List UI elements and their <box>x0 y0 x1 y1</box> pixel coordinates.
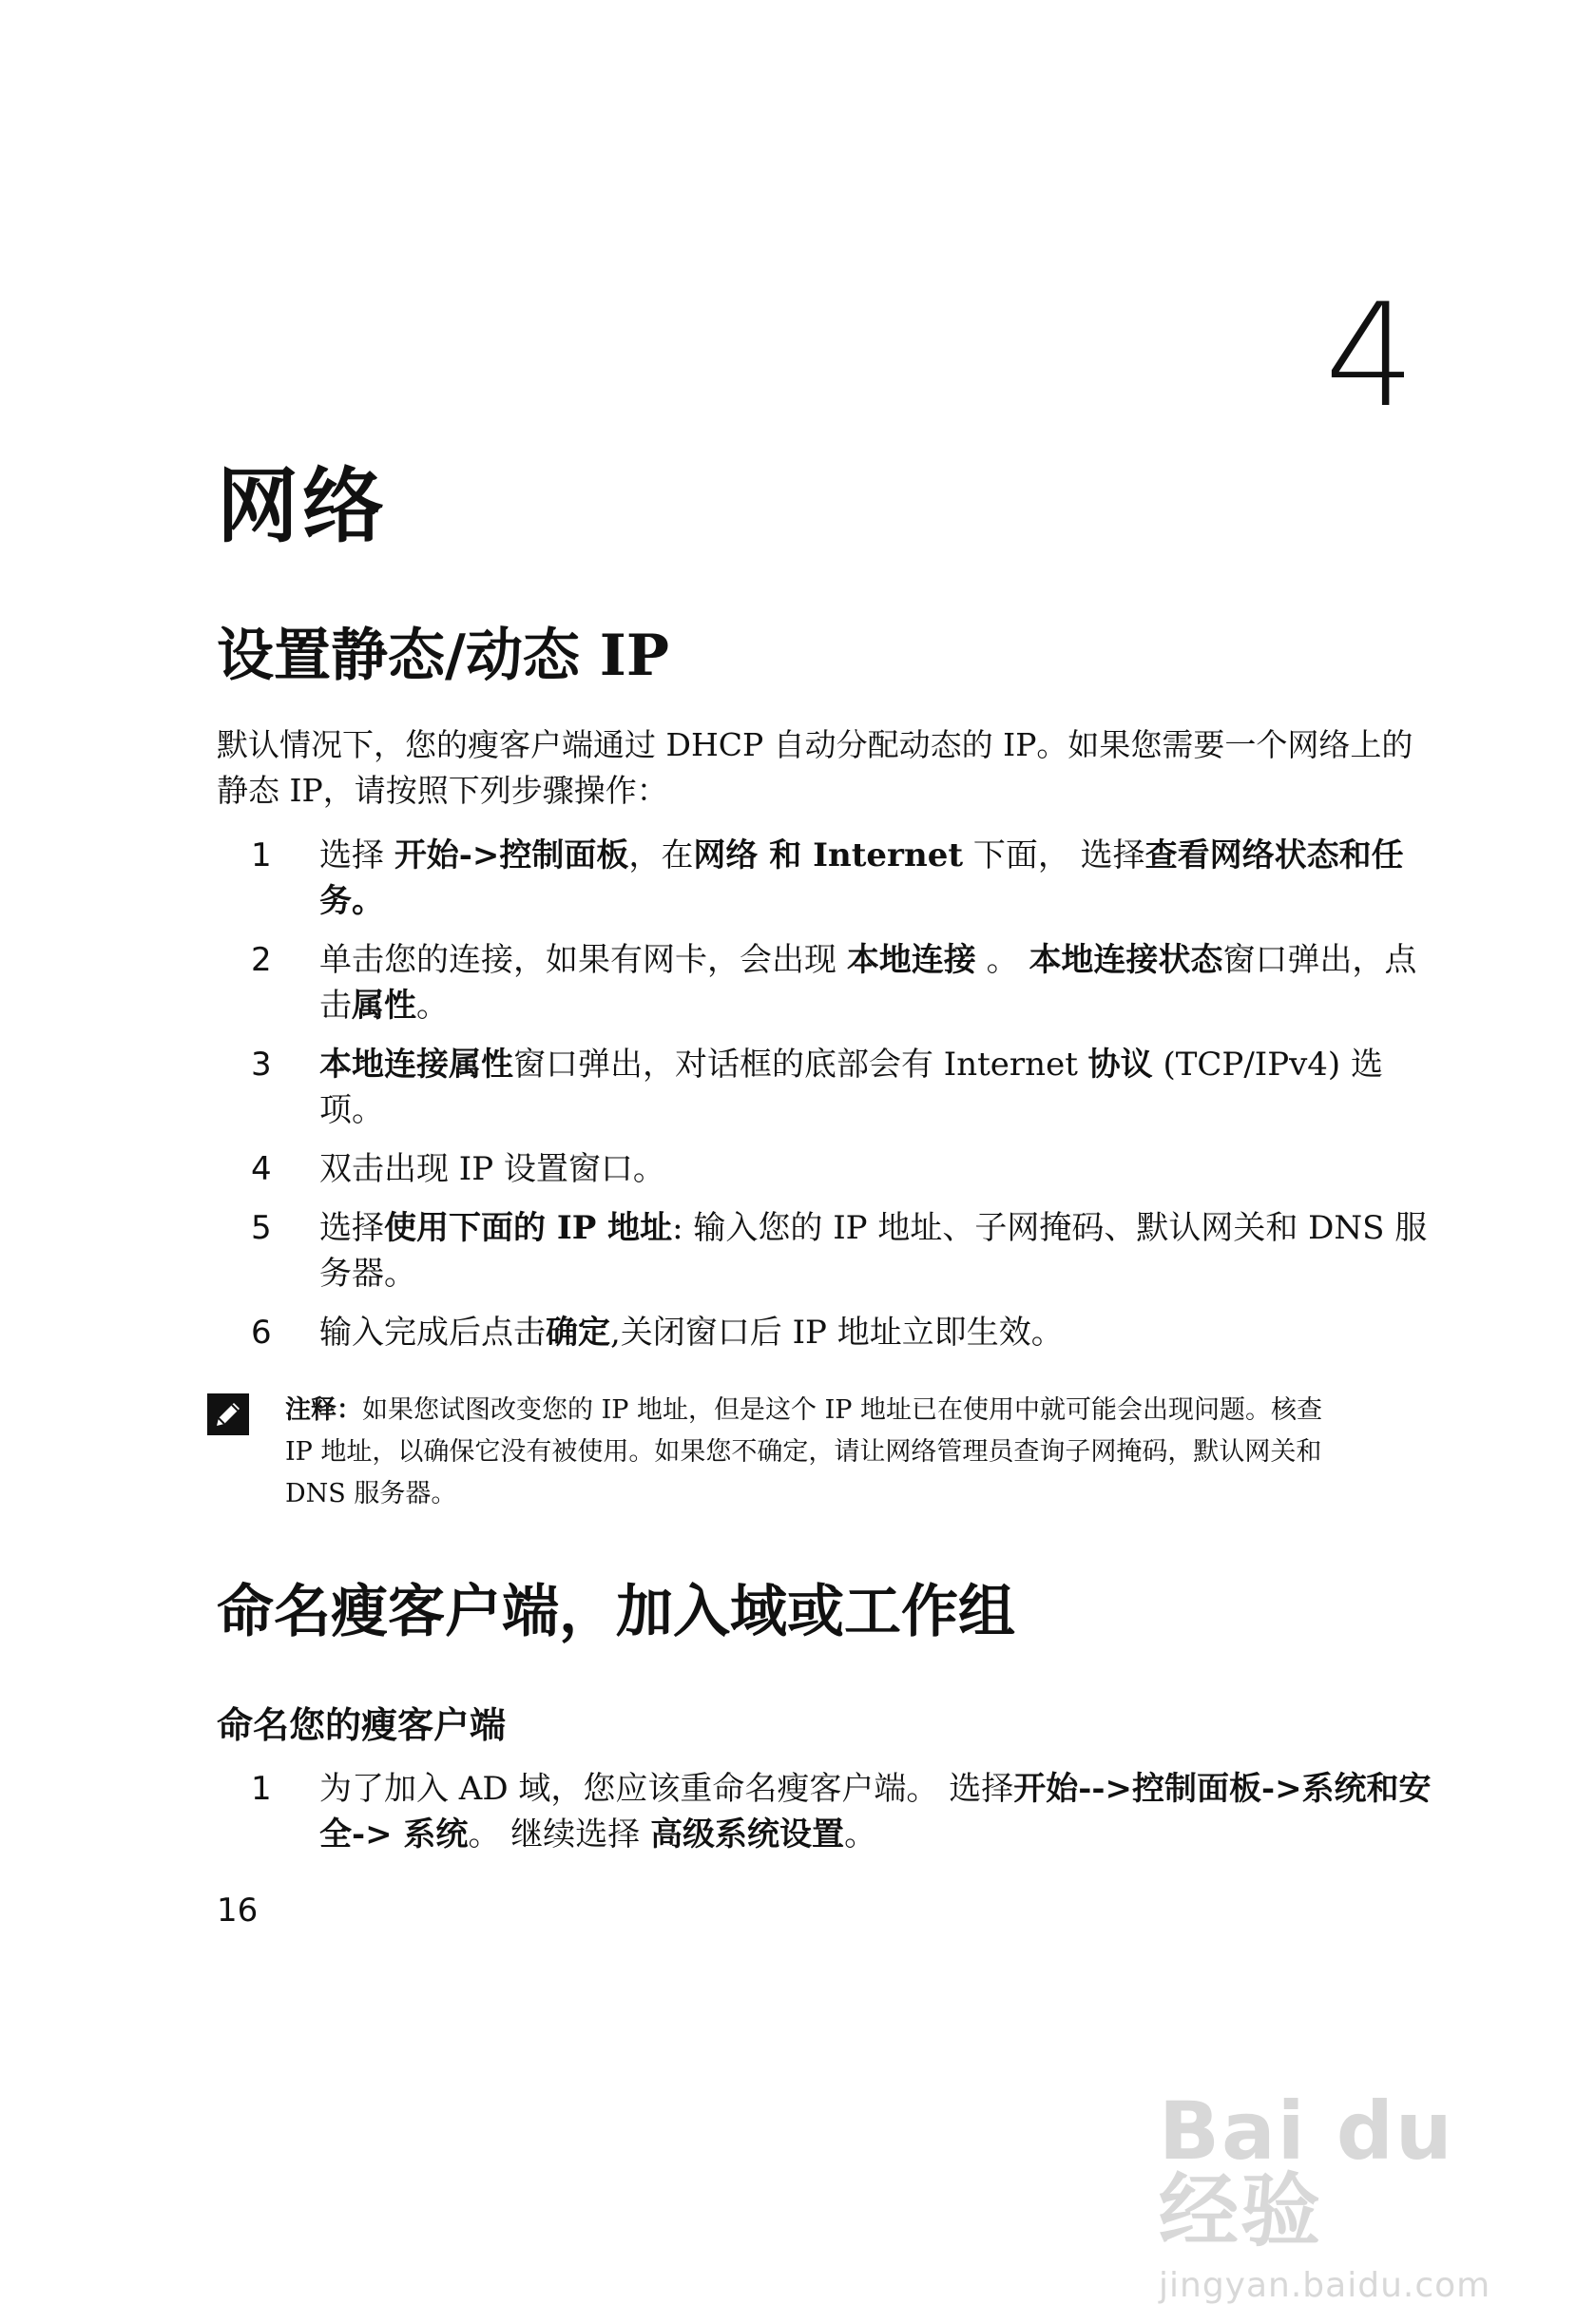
step-1-naming <box>217 1766 1443 1857</box>
step-2 <box>217 937 1443 1028</box>
step-text: 为了加入 AD 域，您应该重命名瘦客户端。 选择开始-->控制面板->系统和安全-> 系统。 继续选择 高级系统设置。 <box>319 1770 1432 1854</box>
watermark-url: jingyan.baidu.com <box>1159 2266 1491 2305</box>
baidu-watermark <box>1159 2084 1558 2305</box>
note-text: 注释：如果您试图改变您的 IP 地址，但是这个 IP 地址已在使用中就可能会出现问题。核查 IP 地址，以确保它没有被使用。如果您不确定，请让网络管理员查询子网掩码，默认网关和 DNS 服务器。 <box>285 1395 1322 1508</box>
subsection-title: 命名您的瘦客户端 <box>217 1703 507 1746</box>
step-text: 双击出现 IP 设置窗口。 <box>319 1150 665 1188</box>
section-title-ip: 设置静态/动态 IP <box>217 623 669 689</box>
step-4 <box>217 1146 1443 1192</box>
step-text: 本地连接属性窗口弹出，对话框的底部会有 Internet 协议 (TCP/IPv4) 选项。 <box>319 1046 1383 1129</box>
step-5 <box>217 1205 1443 1297</box>
step-3 <box>217 1042 1443 1133</box>
step-number: 5 <box>251 1209 272 1247</box>
step-6 <box>217 1310 1443 1355</box>
step-number: 6 <box>251 1314 272 1352</box>
step-text: 输入完成后点击确定,关闭窗口后 IP 地址立即生效。 <box>319 1314 1064 1352</box>
section-title-naming: 命名瘦客户端，加入域或工作组 <box>217 1579 1015 1645</box>
step-text: 单击您的连接，如果有网卡，会出现 本地连接 。 本地连接状态窗口弹出，点击属性。 <box>319 941 1417 1025</box>
note-label: 注释： <box>285 1395 362 1425</box>
pencil-note-icon <box>207 1393 249 1435</box>
chapter-title: 网络 <box>217 458 388 554</box>
step-1 <box>217 833 1443 924</box>
step-number: 2 <box>251 941 272 979</box>
step-number: 4 <box>251 1150 272 1188</box>
step-number: 1 <box>251 1770 272 1808</box>
intro-paragraph: 默认情况下，您的瘦客户端通过 DHCP 自动分配动态的 IP。如果您需要一个网络上的静态 IP，请按照下列步骤操作： <box>217 726 1413 809</box>
step-text: 选择使用下面的 IP 地址: 输入您的 IP 地址、子网掩码、默认网关和 DNS 服务器。 <box>319 1209 1428 1293</box>
page-number: 16 <box>217 1892 259 1930</box>
step-number: 1 <box>251 836 272 874</box>
watermark-logo-text: Bai du 经验 <box>1159 2084 1454 2257</box>
chapter-number: 4 <box>1324 274 1415 439</box>
step-number: 3 <box>251 1046 272 1084</box>
step-text: 选择 开始->控制面板，在网络 和 Internet 下面， 选择查看网络状态和任务。 <box>319 836 1404 920</box>
